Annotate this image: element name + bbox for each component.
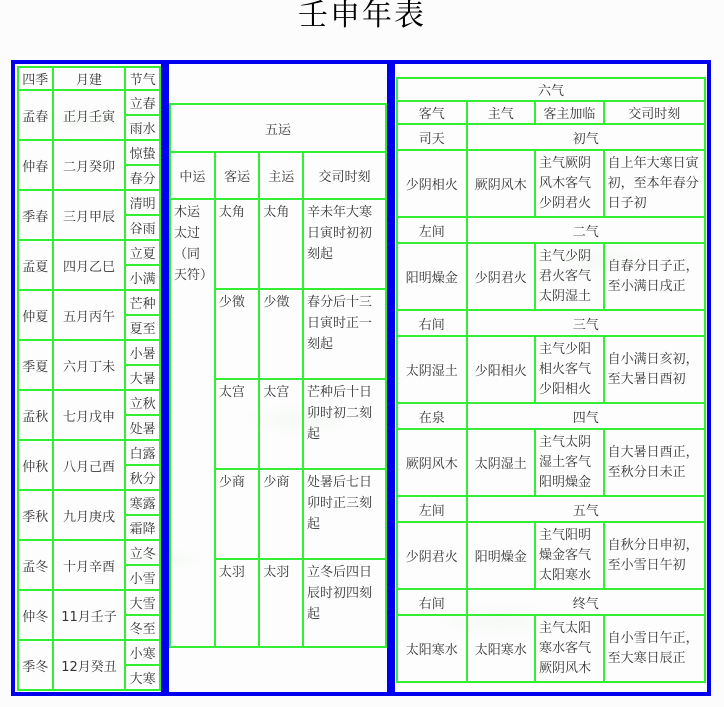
keyun-cell: 少徵	[215, 289, 260, 379]
jialin-cell: 主气太阴湿土客气阳明燥金	[535, 429, 604, 496]
position-cell: 司天	[397, 124, 467, 150]
month-cell: 八月己酉	[53, 440, 126, 490]
season-cell: 仲春	[18, 140, 53, 190]
keyun-cell: 太羽	[215, 559, 260, 647]
season-cell: 仲秋	[18, 440, 53, 490]
position-cell: 在泉	[397, 403, 467, 429]
month-cell: 五月丙午	[53, 290, 126, 340]
position-cell: 左间	[397, 217, 467, 243]
month-cell: 十月辛酉	[53, 540, 126, 590]
solar-term-cell: 谷雨	[125, 215, 160, 240]
solar-term-cell: 小雪	[125, 565, 160, 590]
liuqi-header-cell: 客主加临	[535, 101, 604, 124]
calendar-table	[17, 66, 161, 691]
zhuqi-cell: 太阴湿土	[467, 429, 536, 496]
wuyun-header-cell: 主运	[259, 152, 303, 199]
liuqi-header-cell: 主气	[467, 101, 536, 124]
jiaosi-time-cell: 自小满日亥初，至大暑日酉初	[604, 336, 705, 403]
solar-term-cell: 大寒	[125, 665, 160, 690]
month-cell: 七月戊申	[53, 390, 126, 440]
zhongyun-cell: 木运太过（同天符）	[170, 199, 215, 647]
season-cell: 仲冬	[18, 590, 53, 640]
jiaosi-time-cell: 处暑后七日卯时正三刻起	[303, 469, 386, 559]
qi-stage-cell: 三气	[467, 310, 705, 336]
keqi-cell: 太阴湿土	[397, 336, 467, 403]
zhuqi-cell: 阳明燥金	[467, 522, 536, 589]
jialin-cell: 主气厥阴风木客气少阴君火	[535, 150, 604, 217]
zhuyun-cell: 太角	[259, 199, 303, 289]
jiaosi-time-cell: 立冬后四日辰时初四刻起	[303, 559, 386, 647]
jiaosi-time-cell: 自秋分日申初，至小雪日午初	[604, 522, 705, 589]
calendar-header-cell: 四季	[18, 67, 53, 90]
liuqi-table	[396, 77, 706, 683]
qi-stage-cell: 初气	[467, 124, 705, 150]
solar-term-cell: 立秋	[125, 390, 160, 415]
zhuyun-cell: 太宫	[259, 379, 303, 469]
jiaosi-time-cell: 自上年大寒日寅初，至本年春分日子初	[604, 150, 705, 217]
month-cell: 六月丁未	[53, 340, 126, 390]
jiaosi-time-cell: 芒种后十日卯时初二刻起	[303, 379, 386, 469]
month-cell: 四月乙巳	[53, 240, 126, 290]
zhuqi-cell: 少阴君火	[467, 243, 536, 310]
month-cell: 12月癸丑	[53, 640, 126, 690]
solar-term-cell: 大暑	[125, 365, 160, 390]
calendar-header-cell: 节气	[125, 67, 160, 90]
keqi-cell: 少阴相火	[397, 150, 467, 217]
solar-term-cell: 白露	[125, 440, 160, 465]
month-cell: 二月癸卯	[53, 140, 126, 190]
qi-stage-cell: 四气	[467, 403, 705, 429]
liuqi-title: 六气	[397, 78, 705, 101]
jialin-cell: 主气太阳寒水客气厥阴风木	[535, 615, 604, 682]
wuyun-header-cell: 客运	[215, 152, 260, 199]
solar-term-cell: 小暑	[125, 340, 160, 365]
jiaosi-time-cell: 自大暑日酉正，至秋分日未正	[604, 429, 705, 496]
season-cell: 孟夏	[18, 240, 53, 290]
month-cell: 正月壬寅	[53, 90, 126, 140]
solar-term-cell: 立夏	[125, 240, 160, 265]
solar-term-cell: 清明	[125, 190, 160, 215]
solar-term-cell: 小满	[125, 265, 160, 290]
keqi-cell: 少阴君火	[397, 522, 467, 589]
page-title: 壬申年表	[298, 0, 426, 33]
keqi-cell: 太阳寒水	[397, 615, 467, 682]
keyun-cell: 太宫	[215, 379, 260, 469]
solar-term-cell: 惊蛰	[125, 140, 160, 165]
liuqi-header-cell: 交司时刻	[604, 101, 705, 124]
month-cell: 三月甲辰	[53, 190, 126, 240]
solar-term-cell: 冬至	[125, 615, 160, 640]
solar-term-cell: 夏至	[125, 315, 160, 340]
solar-term-cell: 春分	[125, 165, 160, 190]
qi-stage-cell: 二气	[467, 217, 705, 243]
jiaosi-time-cell: 自春分日子正，至小满日戌正	[604, 243, 705, 310]
jialin-cell: 主气阳明燥金客气太阳寒水	[535, 522, 604, 589]
position-cell: 右间	[397, 589, 467, 615]
month-cell: 九月庚戌	[53, 490, 126, 540]
zhuyun-cell: 太羽	[259, 559, 303, 647]
qi-stage-cell: 终气	[467, 589, 705, 615]
zhuqi-cell: 太阳寒水	[467, 615, 536, 682]
qi-stage-cell: 五气	[467, 496, 705, 522]
solar-term-cell: 寒露	[125, 490, 160, 515]
wuyun-title: 五运	[170, 104, 386, 152]
solar-term-cell: 立春	[125, 90, 160, 115]
solar-term-cell: 处暑	[125, 415, 160, 440]
zhuyun-cell: 少徵	[259, 289, 303, 379]
keqi-cell: 厥阴风木	[397, 429, 467, 496]
jiaosi-time-cell: 春分后十三日寅时正一刻起	[303, 289, 386, 379]
season-cell: 孟秋	[18, 390, 53, 440]
calendar-header-cell: 月建	[53, 67, 126, 90]
season-cell: 孟冬	[18, 540, 53, 590]
wuyun-table	[169, 103, 387, 648]
solar-term-cell: 霜降	[125, 515, 160, 540]
keyun-cell: 少商	[215, 469, 260, 559]
jialin-cell: 主气少阳相火客气少阳相火	[535, 336, 604, 403]
solar-term-cell: 秋分	[125, 465, 160, 490]
liuqi-header-cell: 客气	[397, 101, 467, 124]
season-cell: 季秋	[18, 490, 53, 540]
position-cell: 右间	[397, 310, 467, 336]
jiaosi-time-cell: 辛未年大寒日寅时初初刻起	[303, 199, 386, 289]
solar-term-cell: 芒种	[125, 290, 160, 315]
solar-term-cell: 立冬	[125, 540, 160, 565]
solar-term-cell: 雨水	[125, 115, 160, 140]
keyun-cell: 太角	[215, 199, 260, 289]
solar-term-cell: 小寒	[125, 640, 160, 665]
keqi-cell: 阳明燥金	[397, 243, 467, 310]
jiaosi-time-cell: 自小雪日午正，至大寒日辰正	[604, 615, 705, 682]
season-cell: 季冬	[18, 640, 53, 690]
season-cell: 仲夏	[18, 290, 53, 340]
zhuqi-cell: 厥阴风木	[467, 150, 536, 217]
season-cell: 孟春	[18, 90, 53, 140]
month-cell: 11月壬子	[53, 590, 126, 640]
season-cell: 季春	[18, 190, 53, 240]
jialin-cell: 主气少阴君火客气太阴湿土	[535, 243, 604, 310]
solar-term-cell: 大雪	[125, 590, 160, 615]
position-cell: 左间	[397, 496, 467, 522]
zhuqi-cell: 少阳相火	[467, 336, 536, 403]
season-cell: 季夏	[18, 340, 53, 390]
wuyun-header-cell: 中运	[170, 152, 215, 199]
zhuyun-cell: 少商	[259, 469, 303, 559]
wuyun-header-cell: 交司时刻	[303, 152, 386, 199]
